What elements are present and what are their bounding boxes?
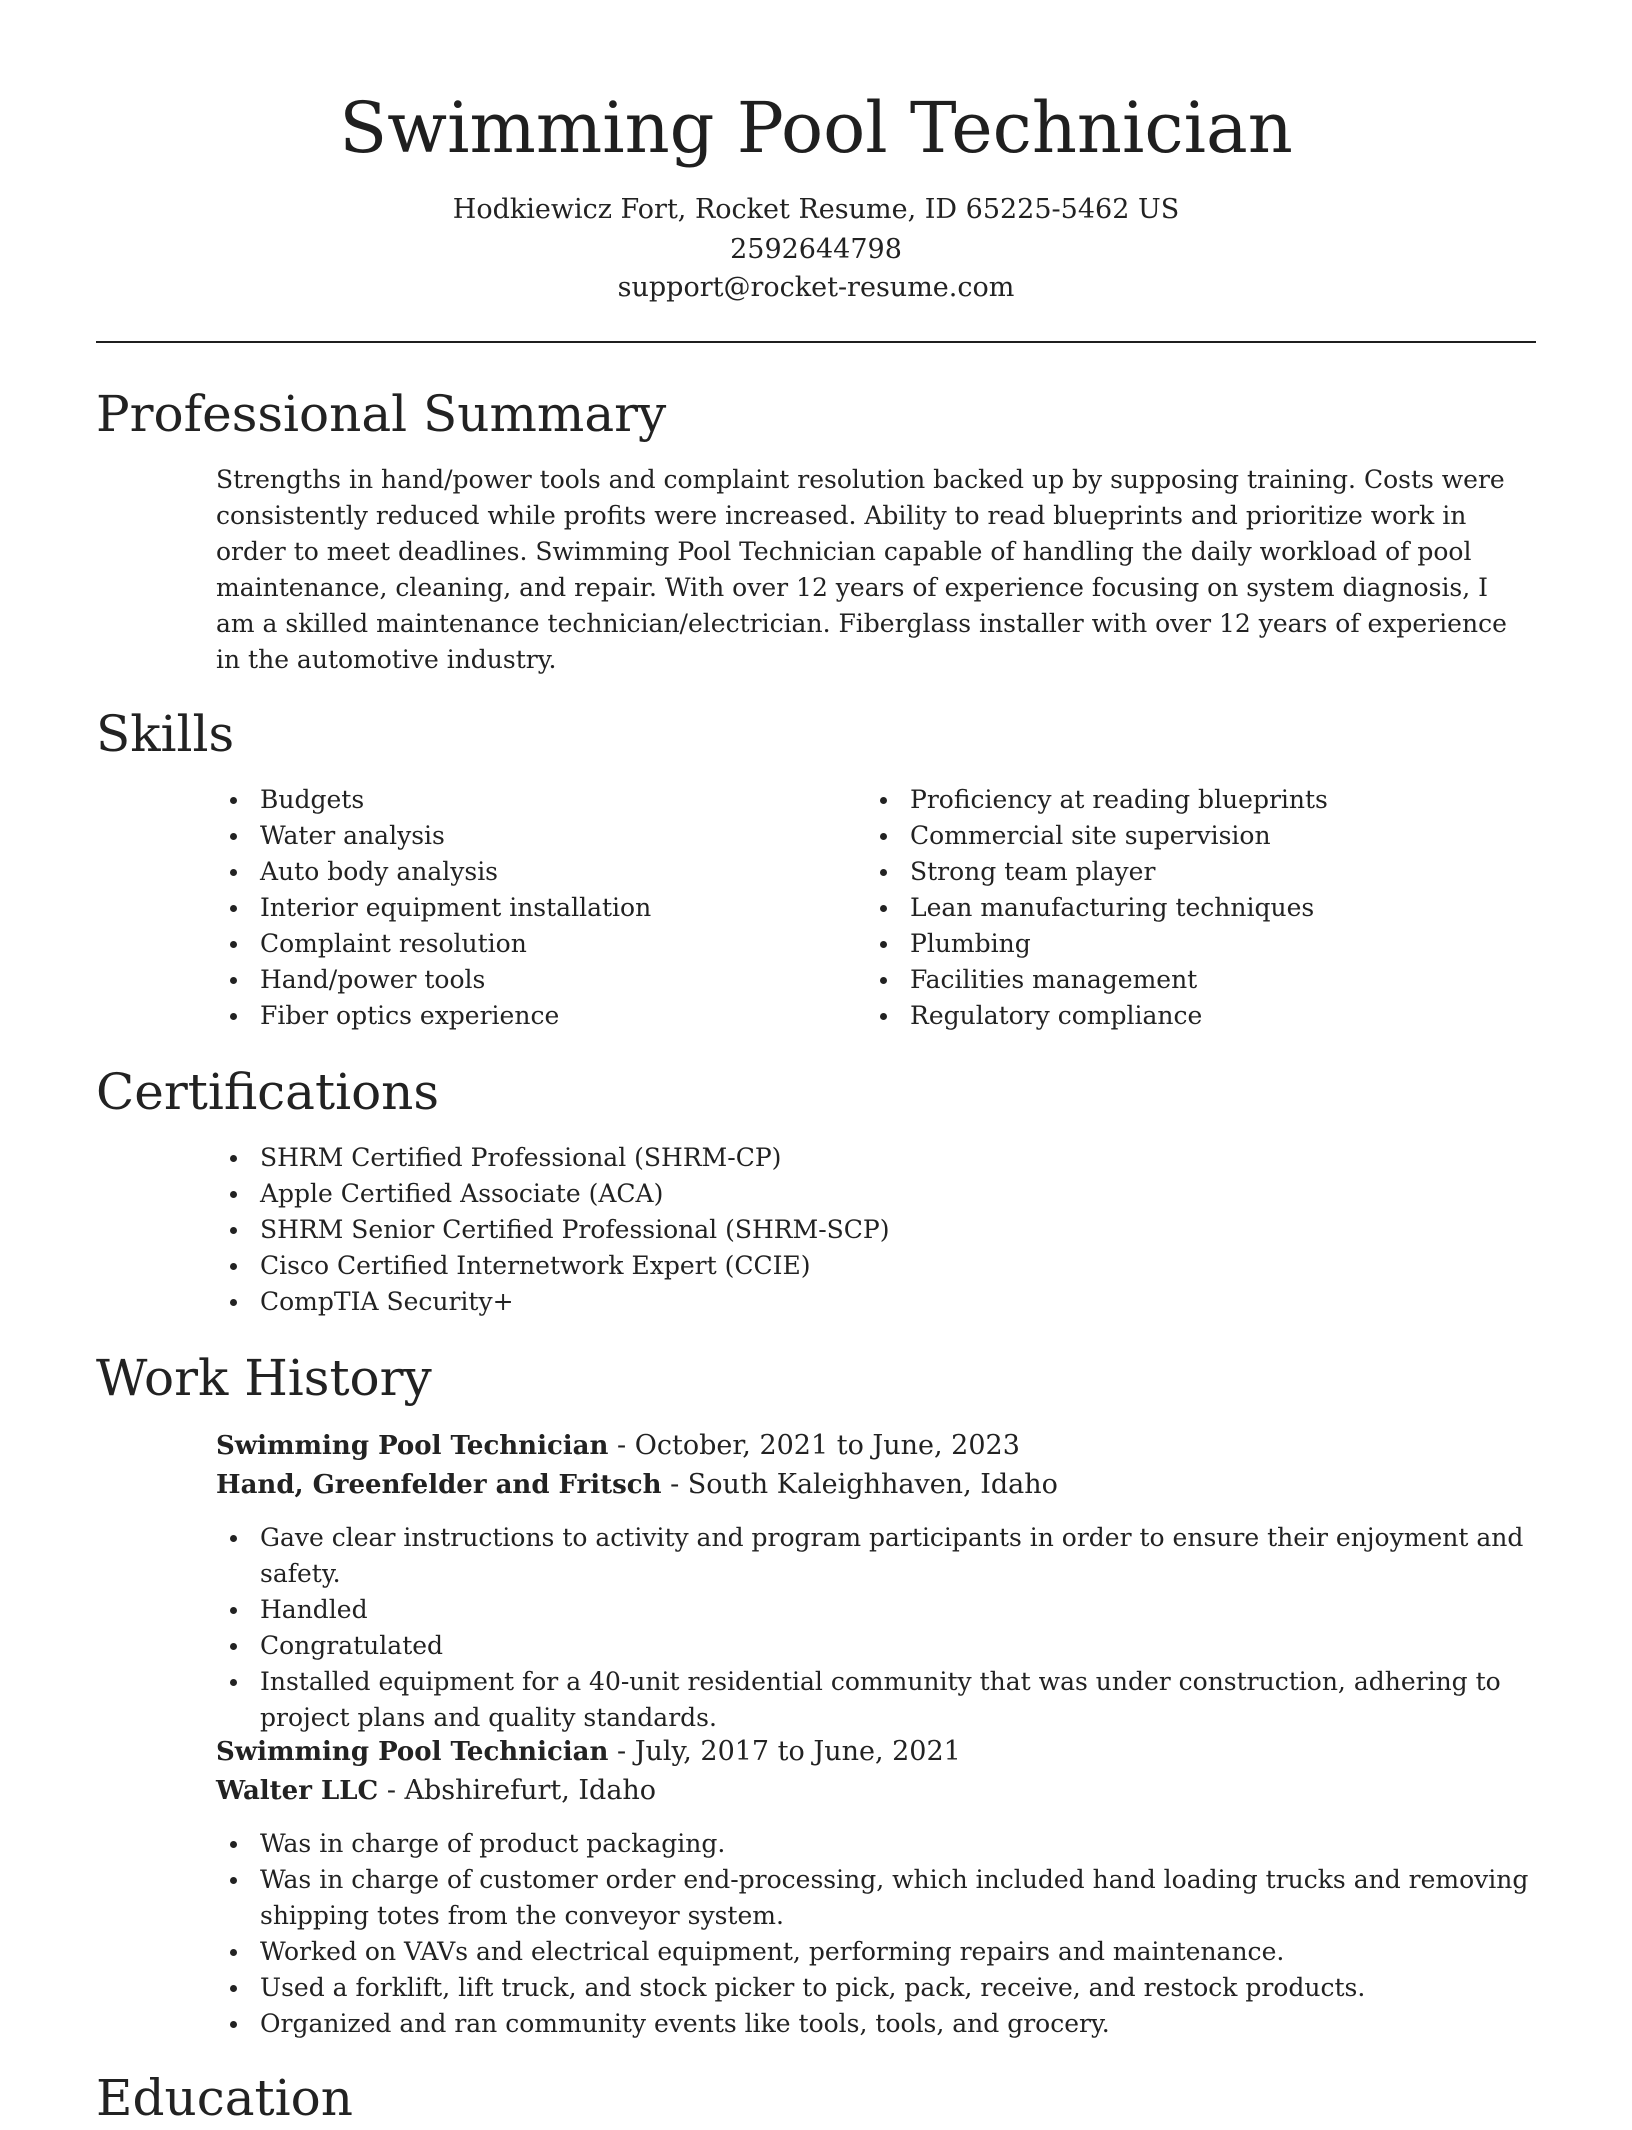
certification-item: SHRM Senior Certified Professional (SHRM-SCP): [260, 1212, 1460, 1248]
skill-item: Plumbing: [910, 926, 1530, 962]
job-title-line: [216, 1426, 1020, 1466]
skill-item: Facilities management: [910, 962, 1530, 998]
job-bullet: Was in charge of customer order end-processing, which included hand loading trucks and removing shipping totes from the conveyor system.: [260, 1862, 1530, 1934]
skills-list-right: [910, 782, 1530, 1034]
summary-heading: Professional Summary: [96, 385, 667, 443]
certification-item: Apple Certified Associate (ACA): [260, 1176, 1460, 1212]
certifications-heading: Certifications: [96, 1063, 440, 1121]
job-bullet: Installed equipment for a 40-unit residential community that was under construction, adhering to project plans and quality standards.: [260, 1664, 1530, 1736]
job-bullet: Used a forklift, lift truck, and stock picker to pick, pack, receive, and restock products.: [260, 1970, 1530, 2006]
summary-text: Strengths in hand/power tools and complaint resolution backed up by supposing training. Costs were consistently reduced while profits were increased. Ability to read blueprints and prioritize work in order to meet deadlines. Swimming Pool Technician capable of handling the daily workload of pool maintenance, cleaning, and repair. With over 12 years of experience focusing on system diagnosis, I am a skilled maintenance technician/electrician. Fiberglass installer with over 12 years of experience in the automotive industry.: [216, 465, 1507, 674]
job-bullet: Was in charge of product packaging.: [260, 1826, 1530, 1862]
skills-heading: Skills: [96, 705, 235, 763]
certification-item: SHRM Certified Professional (SHRM-CP): [260, 1140, 1460, 1176]
job-company-line: [216, 1771, 656, 1811]
contact-address: Hodkiewicz Fort, Rocket Resume, ID 65225-5462 US: [452, 194, 1180, 225]
job-bullet: Organized and ran community events like tools, tools, and grocery.: [260, 2006, 1530, 2042]
job-title: Swimming Pool Technician: [216, 1431, 609, 1461]
job-bullet: Gave clear instructions to activity and program participants in order to ensure their enjoyment and safety.: [260, 1520, 1530, 1592]
skill-item: Hand/power tools: [260, 962, 840, 998]
skills-list-left: [260, 782, 840, 1034]
skill-item: Interior equipment installation: [260, 890, 840, 926]
contact-phone: 2592644798: [730, 234, 902, 265]
job-location: - South Kaleighhaven, Idaho: [661, 1469, 1058, 1500]
certifications-list: [260, 1140, 1460, 1320]
job-location: - Abshirefurt, Idaho: [378, 1775, 657, 1806]
skill-item: Complaint resolution: [260, 926, 840, 962]
skill-item: Auto body analysis: [260, 854, 840, 890]
job-company: Walter LLC: [216, 1776, 379, 1806]
job-title: Swimming Pool Technician: [216, 1737, 609, 1767]
job-company-line: [216, 1465, 1058, 1505]
education-heading: Education: [96, 2069, 353, 2127]
skill-item: Budgets: [260, 782, 840, 818]
skill-item: Proficiency at reading blueprints: [910, 782, 1530, 818]
skill-item: Regulatory compliance: [910, 998, 1530, 1034]
header-divider: [96, 341, 1536, 343]
certification-item: CompTIA Security+: [260, 1284, 1460, 1320]
job-bullets: [260, 1520, 1530, 1736]
work-history-heading: Work History: [96, 1349, 432, 1407]
job-dates: - July, 2017 to June, 2021: [608, 1736, 961, 1767]
job-bullet: Handled: [260, 1592, 1530, 1628]
skill-item: Strong team player: [910, 854, 1530, 890]
job-company: Hand, Greenfelder and Fritsch: [216, 1470, 662, 1500]
job-title-line: [216, 1732, 961, 1772]
job-bullets: [260, 1826, 1530, 2042]
job-bullet: Worked on VAVs and electrical equipment, performing repairs and maintenance.: [260, 1934, 1530, 1970]
job-dates: - October, 2021 to June, 2023: [608, 1430, 1020, 1461]
contact-email: support@rocket-resume.com: [617, 272, 1015, 303]
skill-item: Commercial site supervision: [910, 818, 1530, 854]
skill-item: Water analysis: [260, 818, 840, 854]
job-bullet: Congratulated: [260, 1628, 1530, 1664]
skill-item: Lean manufacturing techniques: [910, 890, 1530, 926]
certification-item: Cisco Certified Internetwork Expert (CCIE): [260, 1248, 1460, 1284]
skill-item: Fiber optics experience: [260, 998, 840, 1034]
resume-title: Swimming Pool Technician: [339, 87, 1293, 169]
